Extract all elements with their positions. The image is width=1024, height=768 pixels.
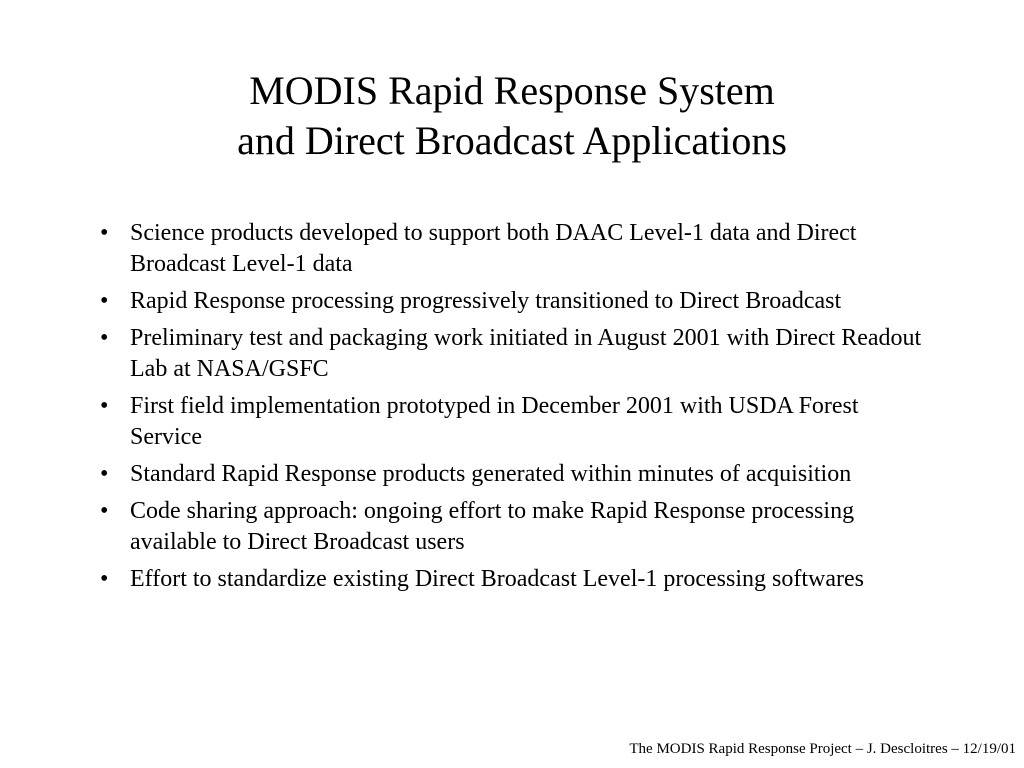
slide-title-line-2: and Direct Broadcast Applications [237, 118, 787, 163]
bullet-marker: • [100, 566, 109, 592]
bullet-text: Standard Rapid Response products generated within minutes of acquisition [130, 461, 852, 487]
bullet-marker: • [100, 461, 109, 487]
bullet-marker: • [100, 393, 109, 419]
bullet-item-5 [98, 459, 928, 490]
bullet-item-7 [98, 564, 928, 595]
slide-title-line-1: MODIS Rapid Response System [249, 68, 775, 113]
bullet-marker: • [100, 325, 109, 351]
bullet-item-6 [98, 496, 928, 558]
bullet-text: Preliminary test and packaging work initiated in August 2001 with Direct Readout Lab at NASA/GSFC [130, 325, 922, 382]
bullet-item-3 [98, 323, 928, 385]
bullet-text: Rapid Response processing progressively transitioned to Direct Broadcast [130, 288, 842, 314]
slide-title [0, 66, 1024, 166]
bullet-item-1 [98, 218, 928, 280]
bullet-marker: • [100, 220, 109, 246]
bullet-text: Science products developed to support both DAAC Level-1 data and Direct Broadcast Level-1 data [130, 220, 857, 277]
bullet-item-4 [98, 391, 928, 453]
bullet-marker: • [100, 288, 109, 314]
bullet-list [98, 218, 928, 601]
bullet-text: Effort to standardize existing Direct Broadcast Level-1 processing softwares [130, 566, 864, 592]
bullet-text: Code sharing approach: ongoing effort to make Rapid Response processing available to Direct Broadcast users [130, 498, 855, 555]
bullet-item-2 [98, 286, 928, 317]
bullet-text: First field implementation prototyped in December 2001 with USDA Forest Service [130, 393, 859, 450]
slide-footer: The MODIS Rapid Response Project – J. Descloitres – 12/19/01 [629, 741, 1016, 757]
bullet-marker: • [100, 498, 109, 524]
